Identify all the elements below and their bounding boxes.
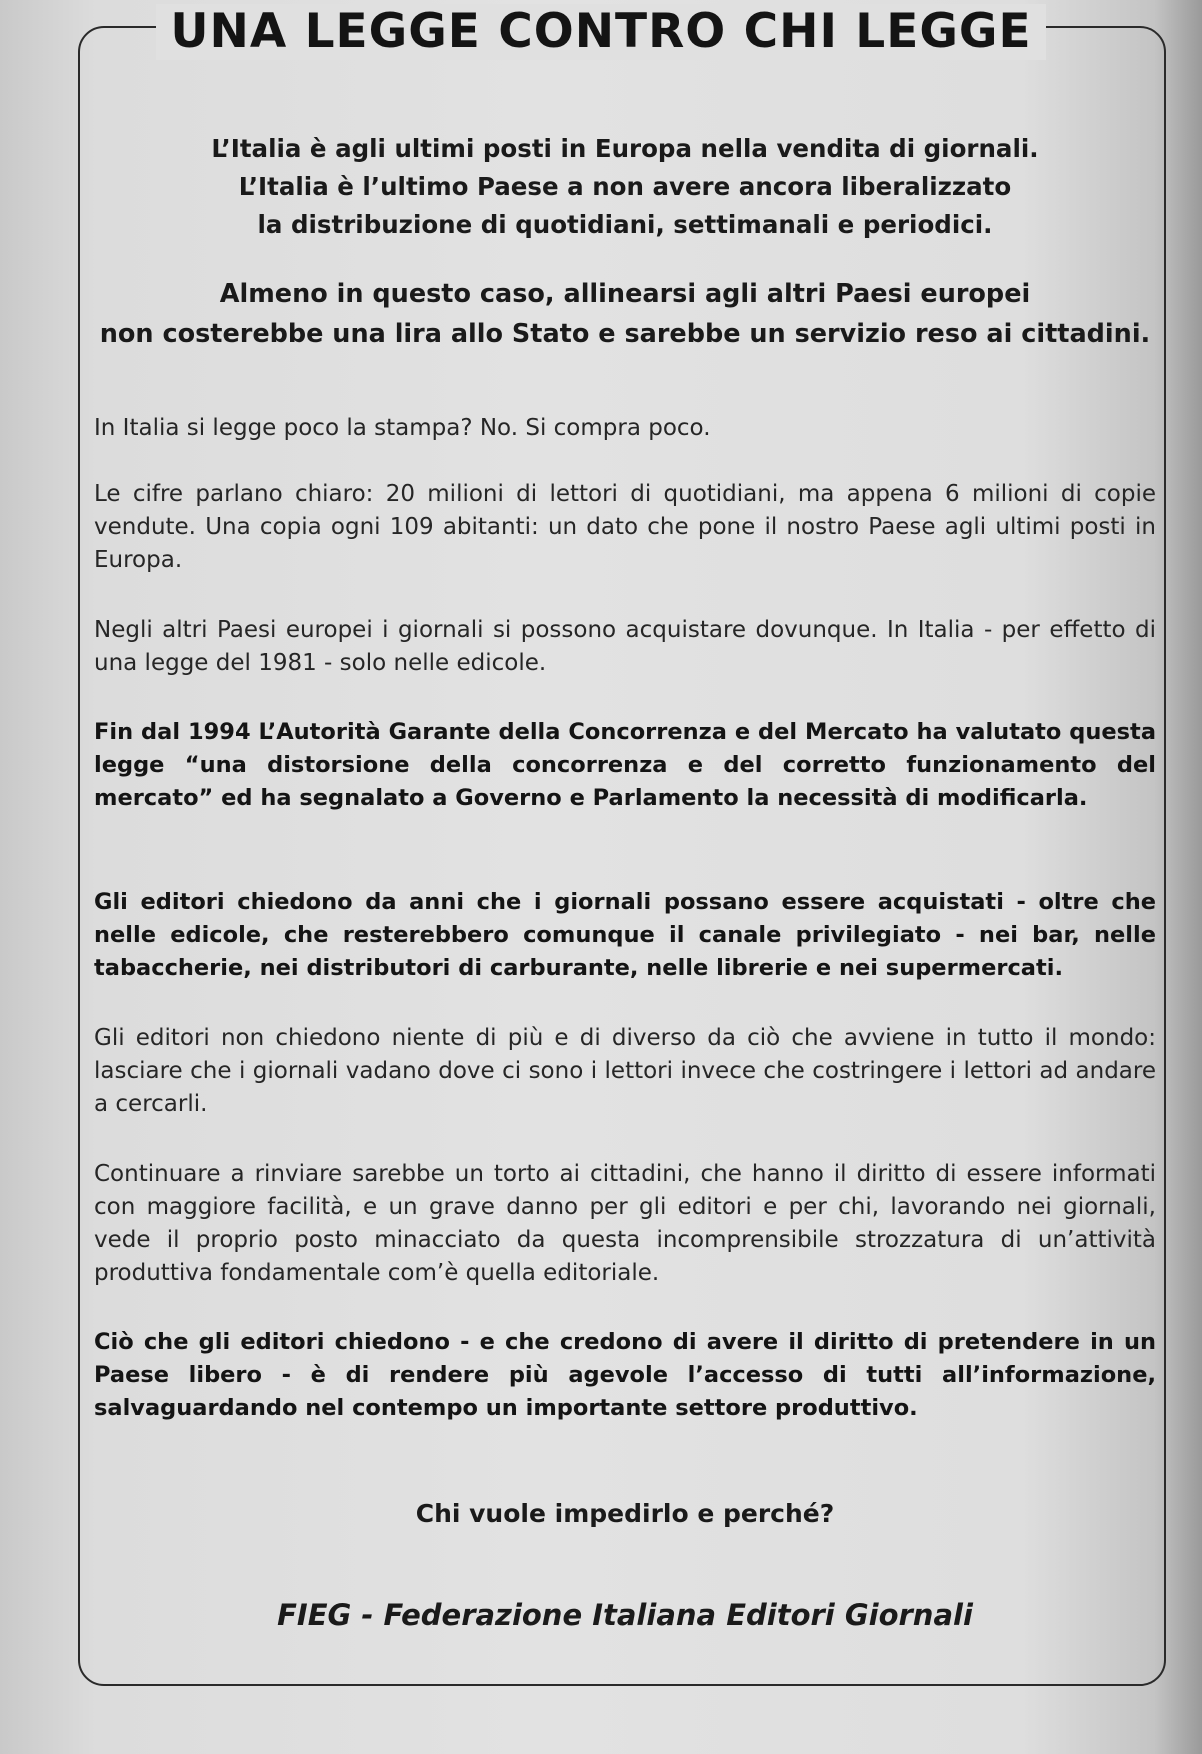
body-paragraph: Continuare a rinviare sarebbe un torto ai cittadini, che hanno il diritto di essere informati con maggiore facilità, e un grave danno per gli editori e per chi, lavorando nei giornali, vede il proprio posto minacciato da questa incomprensibile strozzatura di un’attività produttiva fondamentale com’è quella editoriale. xyxy=(94,1161,1156,1286)
paragraph-7 xyxy=(94,1158,1156,1290)
paragraph-8 xyxy=(94,1326,1156,1425)
body-paragraph: Le cifre parlano chiaro: 20 milioni di lettori di quotidiani, ma appena 6 milioni di copie vendute. Una copia ogni 109 abitanti: un dato che pone il nostro Paese agli ultimi posti in Europa. xyxy=(94,481,1156,573)
body-paragraph: In Italia si legge poco la stampa? No. Si compra poco. xyxy=(94,415,711,441)
paragraph-5 xyxy=(94,886,1156,985)
question-block xyxy=(94,1497,1156,1531)
title-wrap xyxy=(0,0,1202,91)
paragraph-3 xyxy=(94,614,1156,680)
signature: FIEG - Federazione Italiana Editori Giornali xyxy=(277,1598,973,1632)
intro-block xyxy=(94,130,1156,354)
signature-block xyxy=(94,1595,1156,1635)
intro-line: non costerebbe una lira allo Stato e sarebbe un servizio reso ai cittadini. xyxy=(99,319,1151,349)
intro-line: Almeno in questo caso, allinearsi agli altri Paesi europei xyxy=(219,279,1031,309)
closing-question: Chi vuole impedirlo e perché? xyxy=(415,1499,835,1528)
body-paragraph: Gli editori non chiedono niente di più e di diverso da ciò che avviene in tutto il mondo: lasciare che i giornali vadano dove ci sono i lettori invece che costringere i lettori ad andare a cercarli. xyxy=(94,1025,1156,1117)
intro-line: la distribuzione di quotidiani, settimanali e periodici. xyxy=(257,210,993,239)
page-title: UNA LEGGE CONTRO CHI LEGGE xyxy=(156,4,1045,60)
body-paragraph-bold: Gli editori chiedono da anni che i giornali possano essere acquistati - oltre che nelle edicole, che resterebbero comunque il canale privilegiato - nei bar, nelle tabaccherie, nei distributori di carburante, nelle librerie e nei supermercati. xyxy=(94,889,1156,981)
body-paragraph-bold: Ciò che gli editori chiedono - e che credono di avere il diritto di pretendere in un Paese libero - è di rendere più agevole l’accesso di tutti all’informazione, salvaguardando nel contempo un importante settore produttivo. xyxy=(94,1329,1156,1421)
intro-line: L’Italia è l’ultimo Paese a non avere ancora liberalizzato xyxy=(238,172,1012,201)
paragraph-2 xyxy=(94,478,1156,577)
paragraph-1 xyxy=(94,412,1156,445)
body-paragraph-bold: Fin dal 1994 L’Autorità Garante della Concorrenza e del Mercato ha valutato questa legge “una distorsione della concorrenza e del corretto funzionamento del mercato” ed ha segnalato a Governo e Parlamento la necessità di modificarla. xyxy=(94,719,1156,811)
intro-line: L’Italia è agli ultimi posti in Europa nella vendita di giornali. xyxy=(211,134,1039,163)
paragraph-4 xyxy=(94,716,1156,815)
paragraph-6 xyxy=(94,1022,1156,1121)
body-paragraph: Negli altri Paesi europei i giornali si possono acquistare dovunque. In Italia - per effetto di una legge del 1981 - solo nelle edicole. xyxy=(94,617,1156,676)
